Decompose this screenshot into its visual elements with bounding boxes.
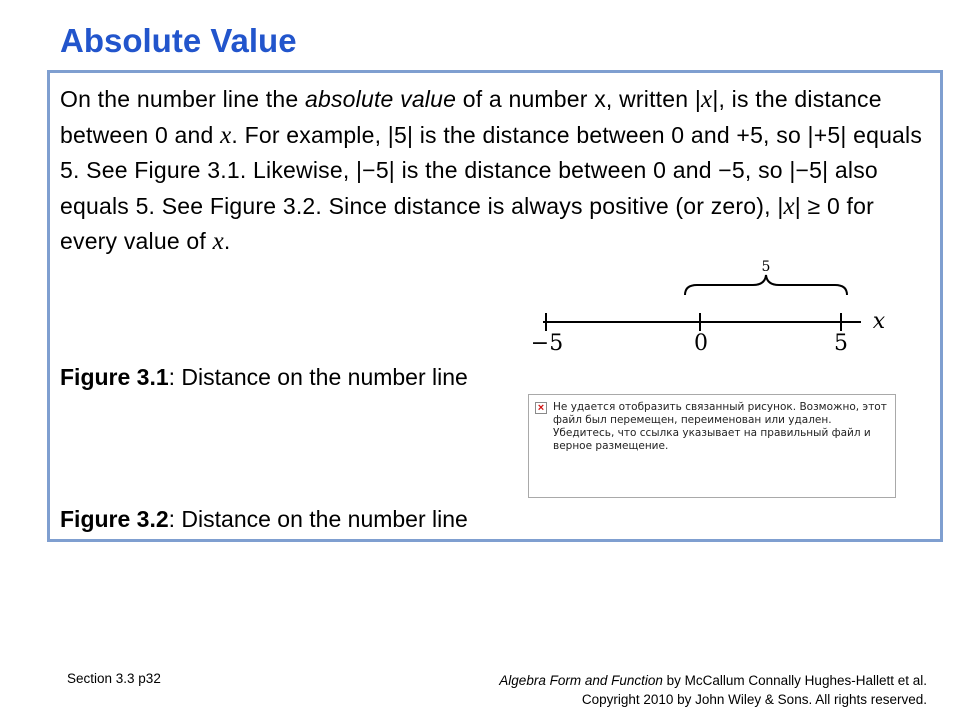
distance-brace <box>685 275 847 295</box>
footer-book-title: Algebra Form and Function <box>499 673 663 688</box>
tick-label-5: 5 <box>834 331 848 356</box>
para-term: absolute value <box>304 86 457 112</box>
var-x: x <box>783 192 795 220</box>
para-text-1: On the number line the <box>60 86 305 112</box>
broken-image-icon: × <box>535 402 547 414</box>
definition-paragraph <box>60 82 934 260</box>
para-text-6: . <box>223 228 231 254</box>
broken-image-placeholder <box>528 394 896 498</box>
para-text-4: . For example, |5| is the distance between 0 and +5, so |+5| equals 5. See Figure 3.1. Likewise, |−5| is the distance between 0 and −5, so |−5| also equals 5. See Figure 3.2. Since distance is always positive (or zero), | <box>60 121 923 219</box>
figure-3-1-caption <box>60 364 468 391</box>
figure-3-2-label: Figure 3.2 <box>60 506 169 532</box>
number-line-figure <box>530 258 895 358</box>
brace-label: 5 <box>761 259 771 275</box>
para-text-3: |, is the distance between 0 and <box>60 86 882 148</box>
footer-citation <box>499 671 927 709</box>
var-x: x <box>212 228 224 255</box>
tick-label-0: 0 <box>694 331 708 356</box>
para-text-5: | ≥ 0 for every value of <box>60 192 874 254</box>
footer-copyright: Copyright 2010 by John Wiley & Sons. All rights reserved. <box>581 692 927 707</box>
tick-label-minus5: −5 <box>530 331 564 356</box>
footer-book-line <box>499 671 927 690</box>
figure-3-1-label: Figure 3.1 <box>60 364 169 390</box>
figure-3-2-caption-text: : Distance on the number line <box>168 506 468 532</box>
axis-label-x: x <box>872 309 886 334</box>
var-x: x <box>220 121 232 149</box>
para-text-2: of a number x, written | <box>456 86 702 112</box>
footer-section: Section 3.3 p32 <box>67 671 161 686</box>
figure-3-2-caption <box>60 506 468 533</box>
slide-title: Absolute Value <box>60 22 297 59</box>
footer-book-authors: by McCallum Connally Hughes-Hallett et al. <box>662 673 927 688</box>
figure-3-1-caption-text: : Distance on the number line <box>168 364 468 390</box>
var-x: x <box>701 86 713 113</box>
broken-image-message: Не удается отобразить связанный рисунок. Возможно, этот файл был перемещен, переименован или удален. Убедитесь, что ссылка указывает на правильный файл и верное размещение. <box>553 401 887 452</box>
